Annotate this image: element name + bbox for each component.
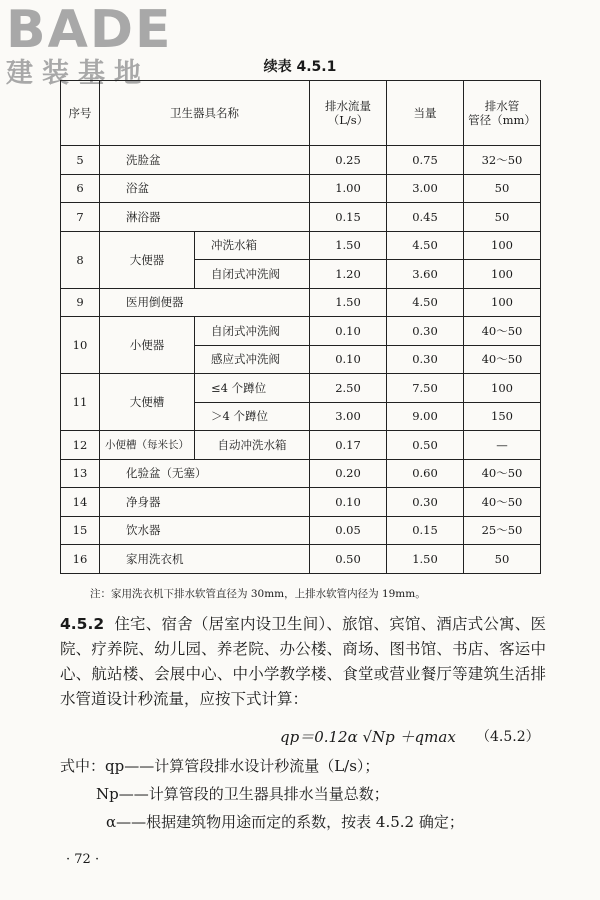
cell-eq: 0.60 xyxy=(387,459,464,488)
cell-dia: 40～50 xyxy=(464,488,541,517)
cell-dia: 40～50 xyxy=(464,317,541,346)
table-row xyxy=(61,146,541,175)
cell-eq: 4.50 xyxy=(387,288,464,317)
table-row xyxy=(61,174,541,203)
cell-dia: 32～50 xyxy=(464,146,541,175)
formula-number: （4.5.2） xyxy=(476,729,540,745)
cell-sub: 冲洗水箱 xyxy=(195,231,310,260)
table-row xyxy=(61,488,541,517)
cell-dia: — xyxy=(464,431,541,460)
cell-flow: 0.10 xyxy=(310,317,387,346)
cell-name: 净身器 xyxy=(100,488,310,517)
cell-name: 小便槽（每米长） xyxy=(100,431,195,460)
formula: qp＝0.12α √Np ＋qmax xyxy=(280,728,456,746)
cell-dia: 40～50 xyxy=(464,345,541,374)
table-header-row xyxy=(61,81,541,146)
cell-sub: 感应式冲洗阀 xyxy=(195,345,310,374)
cell-dia: 40～50 xyxy=(464,459,541,488)
cell-eq: 0.45 xyxy=(387,203,464,232)
cell-flow: 1.50 xyxy=(310,288,387,317)
cell-name: 大便器 xyxy=(100,231,195,288)
cell-eq: 9.00 xyxy=(387,402,464,431)
cell-flow: 0.17 xyxy=(310,431,387,460)
cell-eq: 0.30 xyxy=(387,488,464,517)
page-number: · 72 · xyxy=(66,852,100,867)
cell-name: 医用倒便器 xyxy=(100,288,310,317)
col-header-flow: 排水流量 （L/s） xyxy=(310,81,387,146)
cell-no: 5 xyxy=(61,146,100,175)
cell-no: 14 xyxy=(61,488,100,517)
cell-eq: 3.60 xyxy=(387,260,464,289)
cell-eq: 0.50 xyxy=(387,431,464,460)
logo-subtext: 建装基地 xyxy=(6,58,150,89)
cell-dia: 50 xyxy=(464,203,541,232)
cell-sub: ＞4 个蹲位 xyxy=(195,402,310,431)
cell-eq: 0.75 xyxy=(387,146,464,175)
cell-eq: 7.50 xyxy=(387,374,464,403)
cell-no: 7 xyxy=(61,203,100,232)
cell-flow: 1.00 xyxy=(310,174,387,203)
col-header-dia: 排水管 管径（mm） xyxy=(464,81,541,146)
cell-eq: 3.00 xyxy=(387,174,464,203)
cell-name: 饮水器 xyxy=(100,516,310,545)
table-row xyxy=(61,431,541,460)
col-header-name: 卫生器具名称 xyxy=(100,81,310,146)
cell-eq: 1.50 xyxy=(387,545,464,574)
cell-name: 大便槽 xyxy=(100,374,195,431)
col-header-eq: 当量 xyxy=(387,81,464,146)
cell-flow: 2.50 xyxy=(310,374,387,403)
cell-name: 化验盆（无塞） xyxy=(100,459,310,488)
clause-text: 住宅、宿舍（居室内设卫生间）、旅馆、宾馆、酒店式公寓、医院、疗养院、幼儿园、养老院、办公楼、商场、图书馆、书店、客运中心、航站楼、会展中心、中小学教学楼、食堂或营业餐厅等建筑生活排水管道设计秒流量，应按下式计算： xyxy=(60,615,546,708)
fixture-table xyxy=(60,80,541,574)
cell-sub: ≤4 个蹲位 xyxy=(195,374,310,403)
cell-name: 浴盆 xyxy=(100,174,310,203)
cell-sub: 自闭式冲洗阀 xyxy=(195,260,310,289)
cell-flow: 1.20 xyxy=(310,260,387,289)
cell-flow: 0.15 xyxy=(310,203,387,232)
cell-dia: 50 xyxy=(464,174,541,203)
cell-dia: 50 xyxy=(464,545,541,574)
cell-dia: 100 xyxy=(464,288,541,317)
cell-sub: 自闭式冲洗阀 xyxy=(195,317,310,346)
table-row xyxy=(61,203,541,232)
logo-text: BADE xyxy=(6,0,173,60)
cell-eq: 4.50 xyxy=(387,231,464,260)
cell-sub: 自动冲洗水箱 xyxy=(195,431,310,460)
cell-dia: 100 xyxy=(464,260,541,289)
cell-no: 6 xyxy=(61,174,100,203)
cell-dia: 100 xyxy=(464,374,541,403)
cell-no: 15 xyxy=(61,516,100,545)
cell-eq: 0.15 xyxy=(387,516,464,545)
cell-flow: 1.50 xyxy=(310,231,387,260)
cell-dia: 25～50 xyxy=(464,516,541,545)
cell-no: 16 xyxy=(61,545,100,574)
cell-no: 13 xyxy=(61,459,100,488)
table-row xyxy=(61,317,541,346)
definition-line: Np——计算管段的卫生器具排水当量总数； xyxy=(96,785,389,803)
col-header-no: 序号 xyxy=(61,81,100,146)
cell-flow: 0.10 xyxy=(310,488,387,517)
cell-no: 12 xyxy=(61,431,100,460)
cell-name: 洗脸盆 xyxy=(100,146,310,175)
cell-dia: 150 xyxy=(464,402,541,431)
cell-eq: 0.30 xyxy=(387,345,464,374)
cell-no: 10 xyxy=(61,317,100,374)
table-row xyxy=(61,459,541,488)
cell-name: 家用洗衣机 xyxy=(100,545,310,574)
clause-number: 4.5.2 xyxy=(60,615,105,633)
definition-line: 式中：qp——计算管段排水设计秒流量（L/s）； xyxy=(60,757,380,775)
clause-paragraph xyxy=(60,612,546,712)
cell-name: 淋浴器 xyxy=(100,203,310,232)
table-row xyxy=(61,516,541,545)
cell-flow: 0.25 xyxy=(310,146,387,175)
watermark-logo xyxy=(6,0,181,90)
cell-name: 小便器 xyxy=(100,317,195,374)
cell-flow: 0.05 xyxy=(310,516,387,545)
cell-no: 9 xyxy=(61,288,100,317)
table-row xyxy=(61,374,541,403)
cell-flow: 3.00 xyxy=(310,402,387,431)
table-row xyxy=(61,288,541,317)
table-title: 续表 4.5.1 xyxy=(263,59,337,75)
definition-line: α——根据建筑物用途而定的系数，按表 4.5.2 确定； xyxy=(106,813,464,831)
cell-flow: 0.20 xyxy=(310,459,387,488)
table-row xyxy=(61,545,541,574)
cell-dia: 100 xyxy=(464,231,541,260)
cell-flow: 0.50 xyxy=(310,545,387,574)
cell-no: 8 xyxy=(61,231,100,288)
table-note: 注：家用洗衣机下排水软管直径为 30mm，上排水软管内径为 19mm。 xyxy=(90,588,426,600)
table-row xyxy=(61,231,541,260)
cell-eq: 0.30 xyxy=(387,317,464,346)
cell-no: 11 xyxy=(61,374,100,431)
cell-flow: 0.10 xyxy=(310,345,387,374)
